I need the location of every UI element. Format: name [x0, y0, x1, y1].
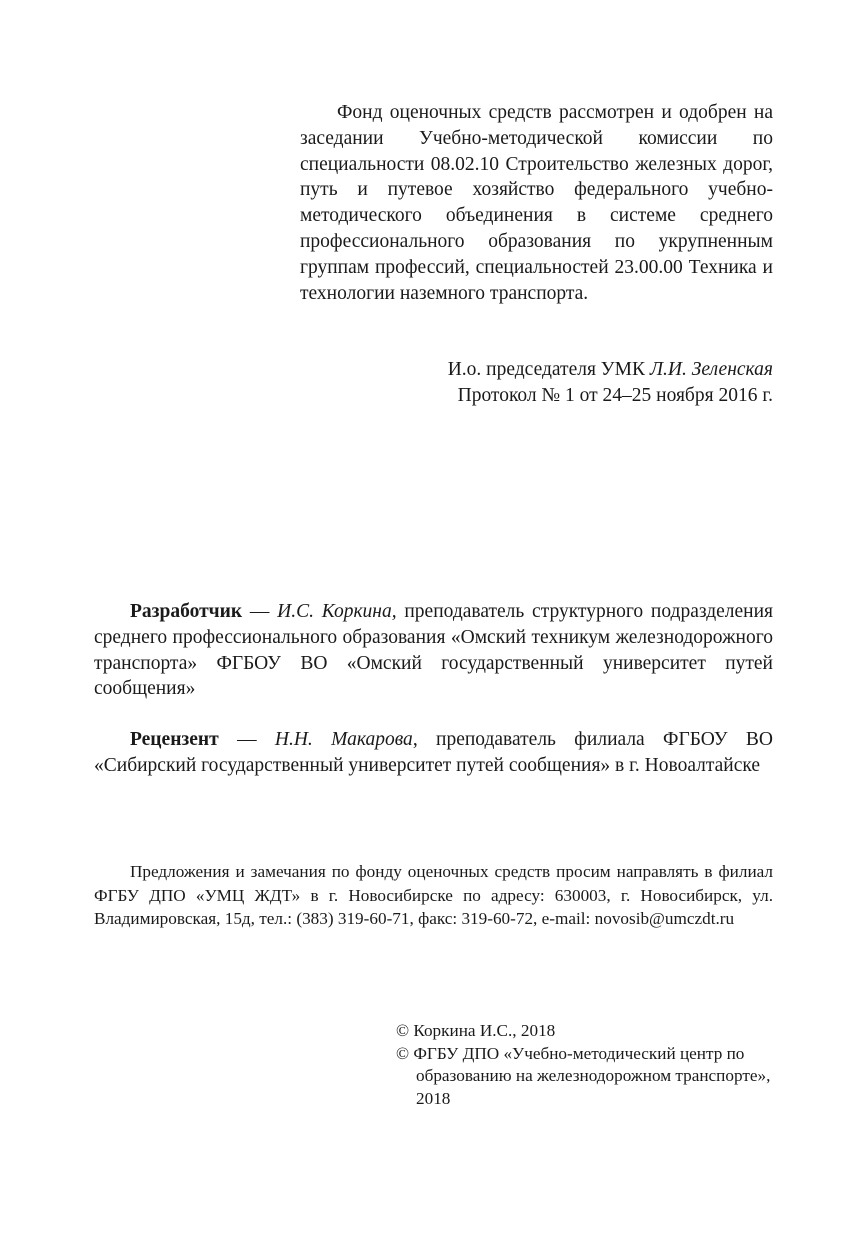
- reviewer-description: , преподаватель филиала ФГБОУ ВО «Сибирский государственный университет путей сообщения» в г. Новоалтайске: [94, 729, 773, 776]
- contact-text: Предложения и замечания по фонду оценочных средств просим направлять в филиал ФГБУ ДПО «УМЦ ЖДТ» в г. Новосибирске по адресу: 630003, г. Новосибирск, ул. Владимировская, 15д, тел.: (383) 319-60-71, факс: 319-60-72, e-mail: novosib@umczdt.ru: [94, 862, 773, 928]
- reviewer-role: Рецензент: [130, 729, 219, 750]
- copyright-block: [396, 1020, 776, 1110]
- copyright-author: © Коркина И.С., 2018: [396, 1021, 556, 1040]
- reviewer-dash: —: [218, 729, 275, 750]
- contact-paragraph: [94, 860, 773, 931]
- developer-dash: —: [242, 601, 278, 622]
- developer-credit: [94, 599, 773, 702]
- developer-description: преподаватель структурного подразделения среднего профессионального образования «Омский техникум железнодорожного транспорта» ФГБОУ ВО «Омский государственный университет путей сообщения»: [94, 601, 774, 700]
- developer-role: Разработчик: [130, 601, 243, 622]
- chair-name: Л.И. Зеленская: [649, 359, 773, 380]
- chair-signature-line: [448, 357, 773, 383]
- approval-paragraph: [300, 100, 773, 306]
- developer-name: И.С. Коркина,: [277, 601, 397, 622]
- reviewer-credit: [94, 727, 773, 779]
- copyright-publisher: © ФГБУ ДПО «Учебно-методический центр по образованию на железнодорожном транспорте», 2018: [396, 1043, 771, 1108]
- protocol-text: Протокол № 1 от 24–25 ноября 2016 г.: [457, 385, 773, 406]
- protocol-line: [458, 383, 773, 409]
- chair-title: И.о. председателя УМК: [447, 359, 650, 380]
- reviewer-name: Н.Н. Макарова: [274, 729, 413, 750]
- approval-text: Фонд оценочных средств рассмотрен и одобрен на заседании Учебно-методической комиссии по специальности 08.02.10 Строительство железных дорог, путь и путевое хозяйство федерального учебно-методического объединения в системе среднего профессионального образования по укрупненным группам профессий, специальностей 23.00.00 Техника и технологии наземного транспорта.: [300, 102, 773, 304]
